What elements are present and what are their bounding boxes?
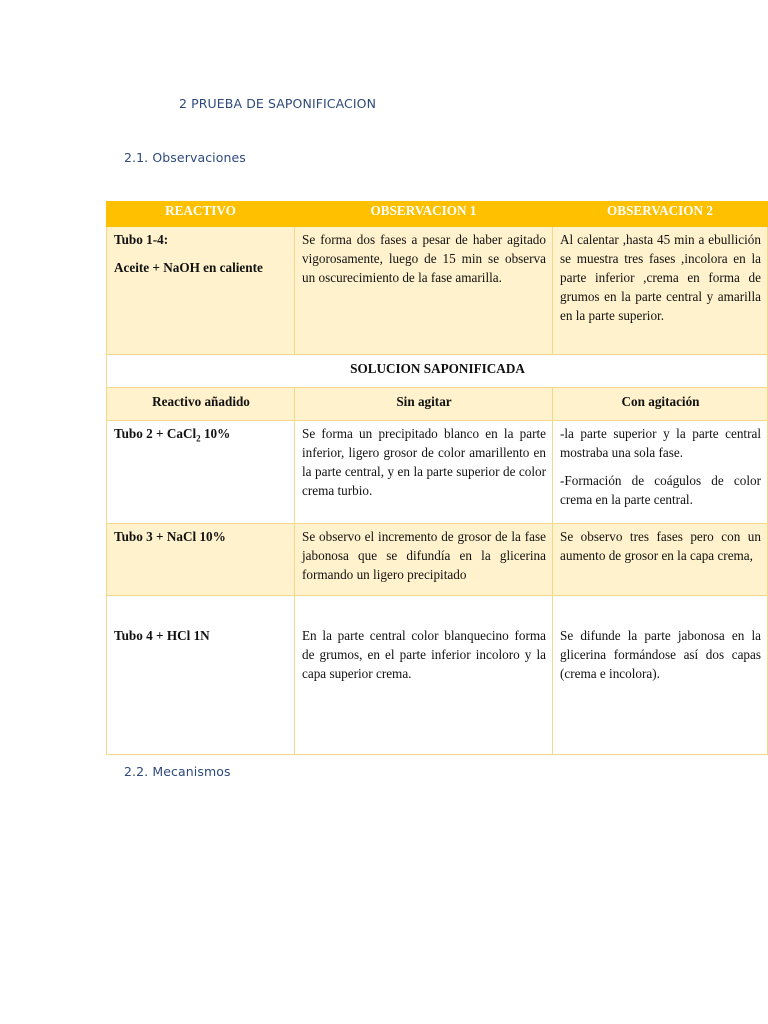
table-row xyxy=(107,421,768,524)
header-reactivo: REACTIVO xyxy=(107,202,295,227)
con-agitacion-line: -Formación de coágulos de color crema en la parte central. xyxy=(560,473,761,507)
reactivo-cell xyxy=(107,227,295,355)
header-observacion-1: OBSERVACION 1 xyxy=(295,202,553,227)
table-row xyxy=(107,596,768,755)
con-agitacion-cell: Se observo tres fases pero con un aumento de grosor en la capa crema, xyxy=(553,524,768,596)
con-agitacion-cell: Se difunde la parte jabonosa en la glicerina formándose así dos capas (crema e incolora). xyxy=(553,596,768,755)
table-row xyxy=(107,227,768,355)
reactivo-name: Tubo 2 + CaCl xyxy=(114,426,197,441)
section-title: 2 PRUEBA DE SAPONIFICACION xyxy=(179,96,377,111)
header-observacion-2: OBSERVACION 2 xyxy=(553,202,768,227)
sin-agitar-cell: Se observo el incremento de grosor de la fase jabonosa que se difundía en la glicerina formando un ligero precipitado xyxy=(295,524,553,596)
observacion-2-cell: Al calentar ,hasta 45 min a ebullición se muestra tres fases ,incolora en la parte inferior ,crema en forma de grumos en la parte central y amarilla en la parte superior. xyxy=(553,227,768,355)
section-row xyxy=(107,355,768,388)
con-agitacion-line: -la parte superior y la parte central mostraba una sola fase. xyxy=(560,426,761,460)
subheader-sin-agitar: Sin agitar xyxy=(295,388,553,421)
observations-table xyxy=(106,201,768,755)
subheader-reactivo-anadido: Reactivo añadido xyxy=(107,388,295,421)
table-row xyxy=(107,524,768,596)
reactivo-tubo-label: Tubo 1-4: xyxy=(114,232,169,247)
solucion-saponificada-title: SOLUCION SAPONIFICADA xyxy=(107,355,768,388)
subheader-row xyxy=(107,388,768,421)
subscript: 2 xyxy=(196,433,201,444)
subheader-con-agitacion: Con agitación xyxy=(553,388,768,421)
con-agitacion-cell xyxy=(553,421,768,524)
sin-agitar-cell: Se forma un precipitado blanco en la parte inferior, ligero grosor de color amarillento en la parte central, y en la parte superior de color crema turbio. xyxy=(295,421,553,524)
reactivo-concentration: 10% xyxy=(200,426,231,441)
reactivo-cell: Tubo 3 + NaCl 10% xyxy=(107,524,295,596)
mecanismos-heading: 2.2. Mecanismos xyxy=(124,764,231,779)
reactivo-description: Aceite + NaOH en caliente xyxy=(114,260,263,275)
reactivo-cell xyxy=(107,421,295,524)
sin-agitar-cell: En la parte central color blanquecino forma de grumos, en el parte inferior incoloro y la capa superior crema. xyxy=(295,596,553,755)
table-header-row xyxy=(107,202,768,227)
reactivo-cell: Tubo 4 + HCl 1N xyxy=(107,596,295,755)
observacion-1-cell: Se forma dos fases a pesar de haber agitado vigorosamente, luego de 15 min se observa un oscurecimiento de la fase amarilla. xyxy=(295,227,553,355)
observaciones-heading: 2.1. Observaciones xyxy=(124,150,246,165)
